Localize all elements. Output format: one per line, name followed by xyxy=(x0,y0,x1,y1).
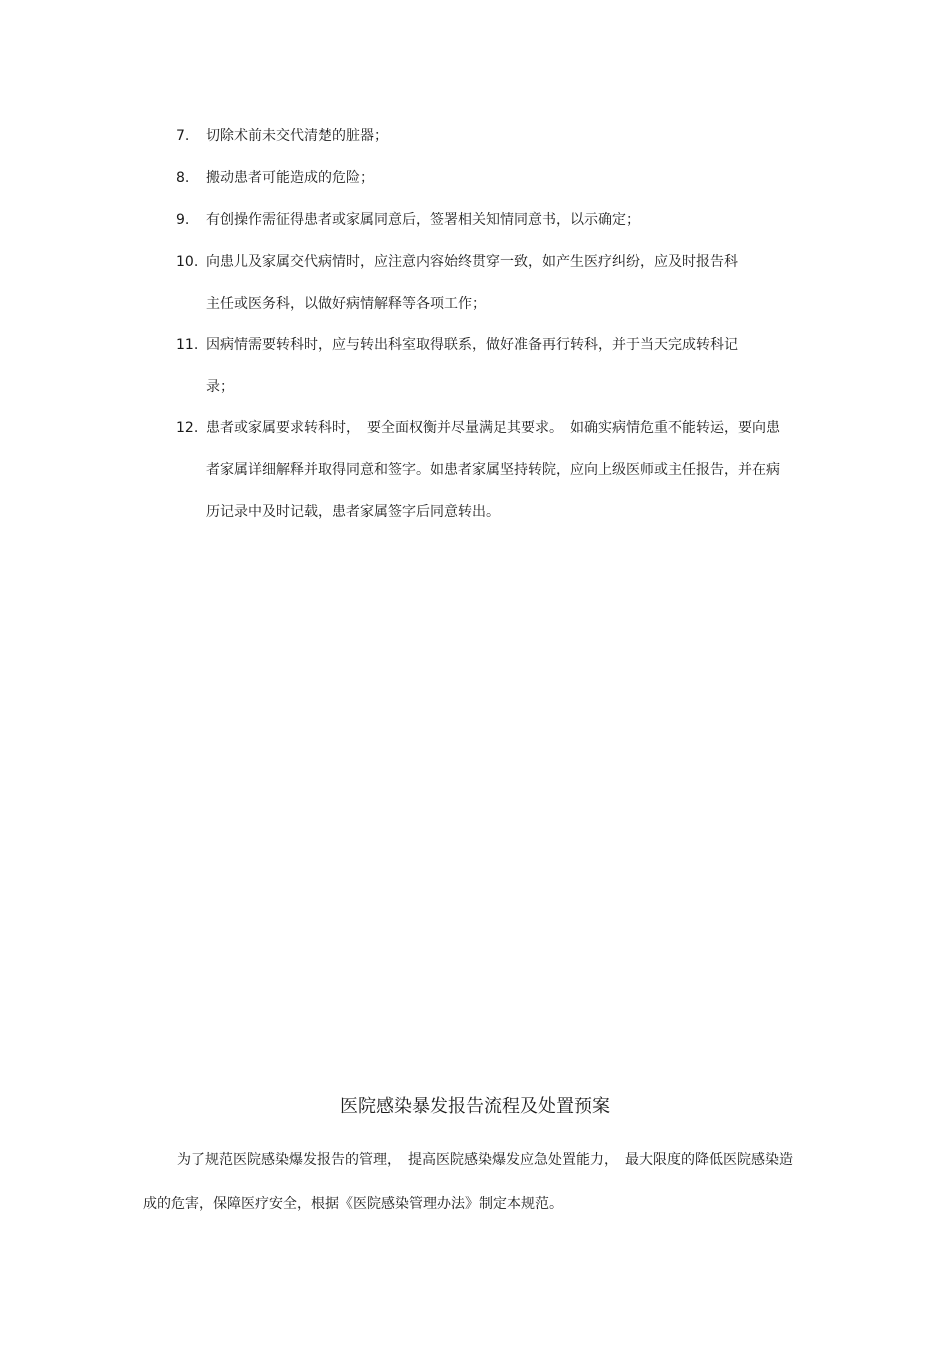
list-item xyxy=(176,407,796,533)
list-item-number: 12. xyxy=(176,420,199,436)
list-item xyxy=(176,199,796,241)
list-item xyxy=(176,324,796,408)
section-title: 医院感染暴发报告流程及处置预案 xyxy=(340,1096,610,1117)
list-item-text: 有创操作需征得患者或家属同意后，签署相关知情同意书，以示确定； xyxy=(206,212,640,228)
list-item-number: 7. xyxy=(176,128,190,144)
list-item-number: 9. xyxy=(176,212,190,228)
list-item-number: 11. xyxy=(176,337,199,353)
list-item xyxy=(176,157,796,199)
list-item-number: 8. xyxy=(176,170,190,186)
list-item xyxy=(176,115,796,157)
list-item xyxy=(176,241,796,325)
list-item-text: 因病情需要转科时，应与转出科室取得联系，做好准备再行转科，并于当天完成转科记录； xyxy=(206,337,738,395)
body-paragraph: 为了规范医院感染爆发报告的管理， 提高医院感染爆发应急处置能力， 最大限度的降低医院感染造成的危害，保障医疗安全，根据《医院感染管理办法》制定本规范。 xyxy=(143,1152,793,1212)
list-item-text: 切除术前未交代清楚的脏器； xyxy=(206,128,388,144)
list-item-text: 搬动患者可能造成的危险； xyxy=(206,170,374,186)
list-item-text: 向患儿及家属交代病情时，应注意内容始终贯穿一致，如产生医疗纠纷，应及时报告科主任或医务科，以做好病情解释等各项工作； xyxy=(206,254,738,312)
list-item-text: 患者或家属要求转科时， 要全面权衡并尽量满足其要求。 如确实病情危重不能转运，要向患者家属详细解释并取得同意和签字。如患者家属坚持转院，应向上级医师或主任报告，并在病历记录中及时记载，患者家属签字后同意转出。 xyxy=(206,420,780,520)
list-item-number: 10. xyxy=(176,254,199,270)
